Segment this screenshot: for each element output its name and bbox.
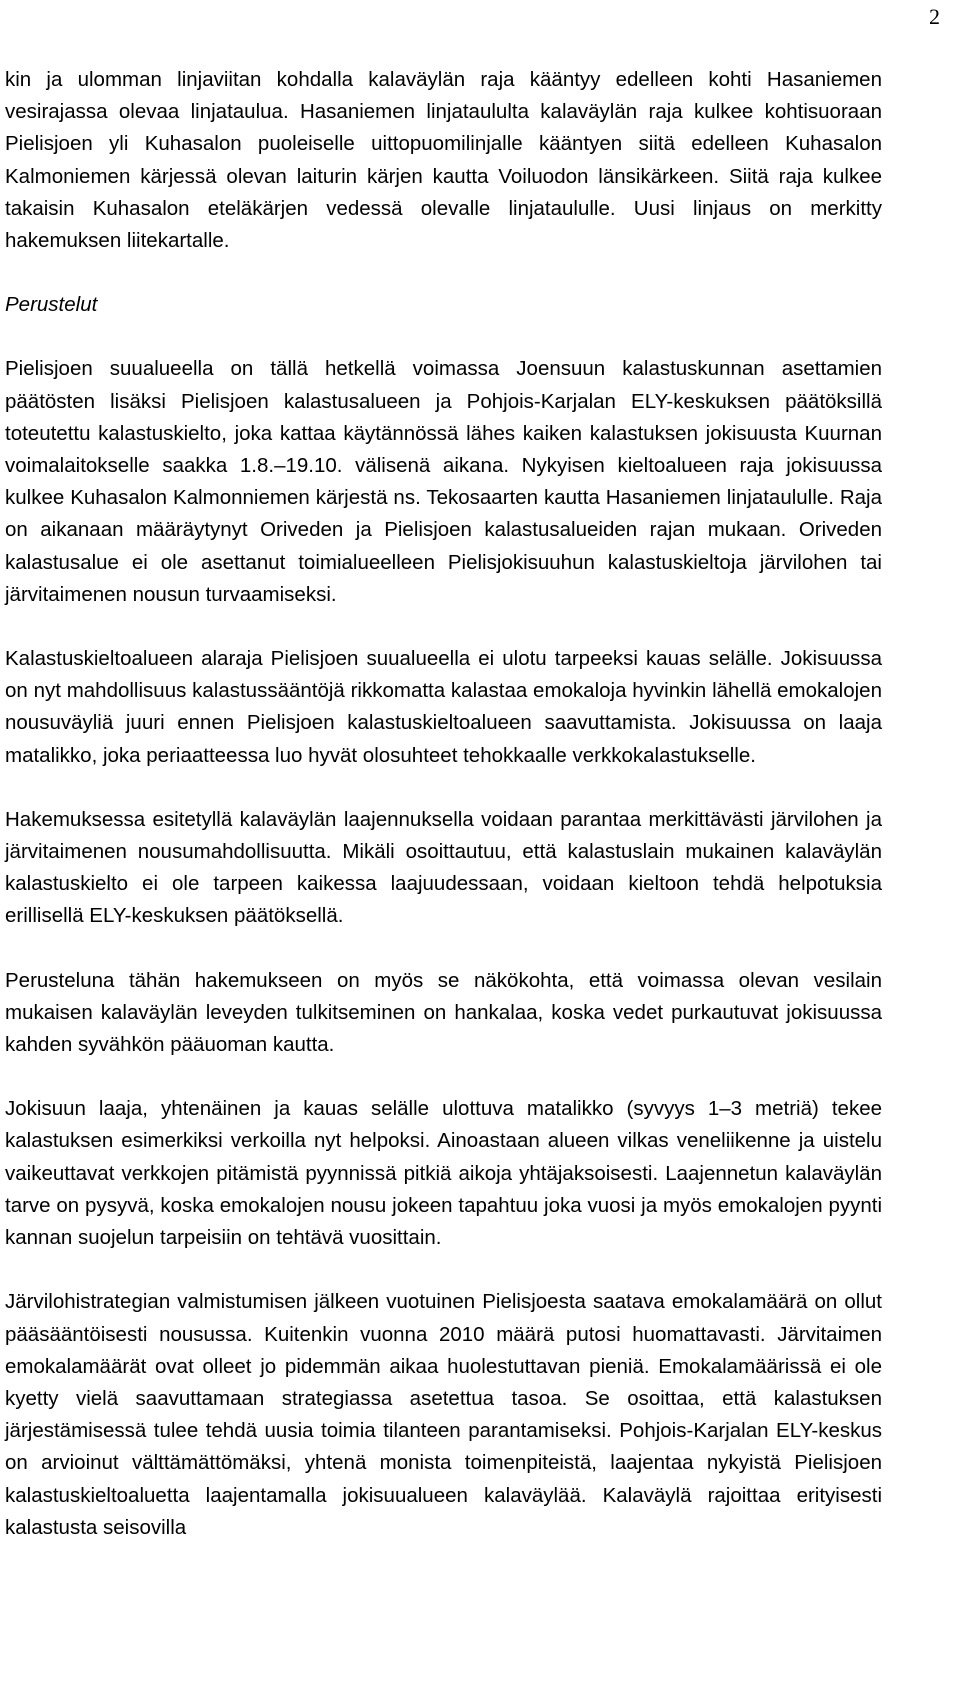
paragraph-fairway-extension: Hakemuksessa esitetyllä kalaväylän laajennuksella voidaan parantaa merkittävästi järvilohen ja järvitaimenen nousumahdollisuutta. Mikäli osoittautuu, että kalastuslain mukainen kalaväylän kalastuskielto ei ole tarpeen kaikessa laajuudessaan, voidaan kieltoon tehdä helpotuksia erillisellä ELY-keskuksen päätöksellä. xyxy=(5,807,882,928)
paragraph-strategy: Järvilohistrategian valmistumisen jälkeen vuotuinen Pielisjoesta saatava emokalamäärä on ollut pääsääntöisesti nousussa. Kuitenkin vuonna 2010 määrä putosi huomattavasti. Järvitaimen emokalamäärät ovat olleet jo pidemmän aikaa huolestuttavan pieniä. Emokalamäärissä ei ole kyetty vielä saavuttamaan strategiassa asetettua tasoa. Se osoittaa, että kalastuksen järjestämisessä tulee tehdä uusia toimia tilanteen parantamiseksi. Pohjois-Karjalan ELY-keskus on arvioinut välttämättömäksi, yhtenä monista toimenpiteistä, laajentaa nykyistä Pielisjoen kalastuskieltoaluetta laajentamalla jokisuualueen kalaväylää. Kalaväylä rajoittaa erityisesti kalastusta seisovilla xyxy=(5,1290,882,1539)
document-body xyxy=(5,64,882,1544)
paragraph-current-ban: Pielisjoen suualueella on tällä hetkellä voimassa Joensuun kalastuskunnan asettamien päätösten lisäksi Pielisjoen kalastusalueen ja Pohjois-Karjalan ELY-keskuksen päätöksillä toteutettu kalastuskielto, joka kattaa käytännössä lähes kaiken kalastuksen jokisuusta Kuurnan voimalaitokselle saakka 1.8.–19.10. välisenä aikana. Nykyisen kieltoalueen raja jokisuussa kulkee Kuhasalon Kalmonniemen kärjestä ns. Tekosaarten kautta Hasaniemen linjataululle. Raja on aikanaan määräytynyt Oriveden ja Pielisjoen kalastusalueiden rajan mukaan. Oriveden kalastusalue ei ole asettanut toimialueelleen Pielisjokisuuhun kalastuskieltoja järvilohen tai järvitaimenen nousun turvaamiseksi. xyxy=(5,357,882,606)
section-heading: Perustelut xyxy=(5,293,98,317)
page-number: 2 xyxy=(929,4,940,29)
paragraph-water-act: Perusteluna tähän hakemukseen on myös se näkökohta, että voimassa olevan vesilain mukaisen kalaväylän leveyden tulkitseminen on hankalaa, koska vedet purkautuvat jokisuussa kahden syvähkön pääuoman kautta. xyxy=(5,968,882,1057)
paragraph-shallows: Jokisuun laaja, yhtenäinen ja kauas selälle ulottuva matalikko (syvyys 1–3 metriä) tekee kalastuksen esimerkiksi verkoilla nyt helpoksi. Ainoastaan alueen vilkas veneliikenne ja uistelu vaikeuttavat verkkojen pitämistä pyynnissä pitkiä aikoja yhtäjaksoisesti. Laajennetun kalaväylän tarve on pysyvä, koska emokalojen nousu jokeen tapahtuu joka vuosi ja myös emokalojen pyynti kannan suojelun tarpeisiin on tehtävä vuosittain. xyxy=(5,1097,882,1250)
paragraph-ban-lower-limit: Kalastuskieltoalueen alaraja Pielisjoen suualueella ei ulotu tarpeeksi kauas selälle. Jokisuussa on nyt mahdollisuus kalastussääntöjä rikkomatta kalastaa emokaloja hyvinkin lähellä emokalojen nousuväyliä juuri ennen Pielisjoen kalastuskieltoalueen saavuttamista. Jokisuussa on laaja matalikko, joka periaatteessa luo hyvät olosuhteet tehokkaalle verkkokalastukselle. xyxy=(5,647,882,767)
paragraph-fairway-boundary: kin ja ulomman linjaviitan kohdalla kalaväylän raja kääntyy edelleen kohti Hasaniemen vesirajassa olevaa linjataulua. Hasaniemen linjataululta kalaväylän raja kulkee kohtisuoraan Pielisjoen yli Kuhasalon puoleiselle uittopuomilinjalle kääntyen siitä edelleen Kuhasalon Kalmoniemen kärjessä olevan laiturin kärjen kautta Voiluodon länsikärkeen. Siitä raja kulkee takaisin Kuhasalon eteläkärjen vedessä olevalle linjataululle. Uusi linjaus on merkitty hakemuksen liitekartalle. xyxy=(5,68,882,253)
